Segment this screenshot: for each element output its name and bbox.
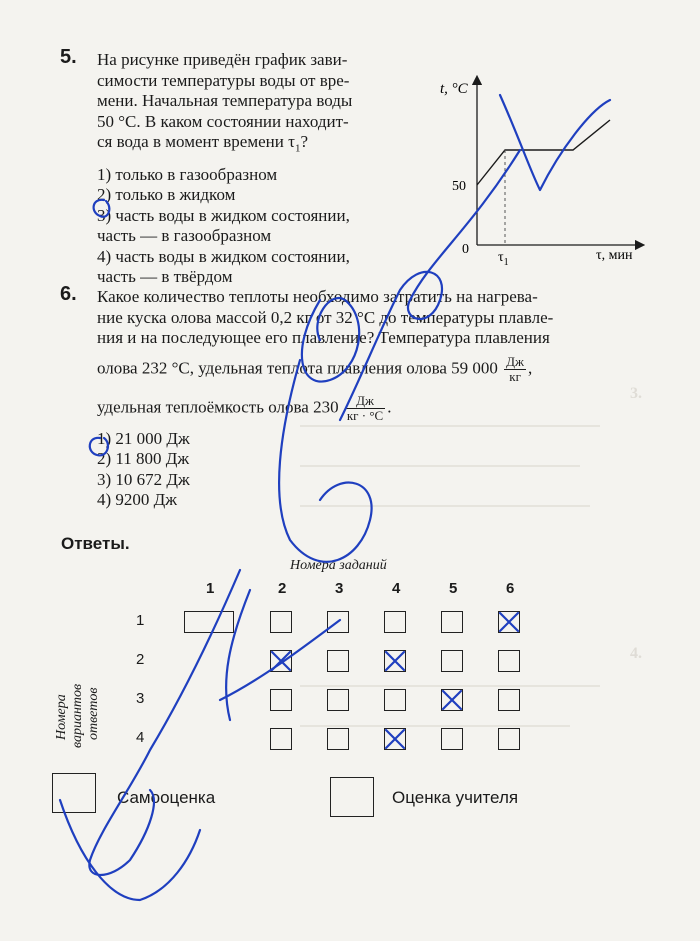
variants-label (40, 640, 120, 750)
q5-option-4[interactable]: 4) часть воды в жидком состоянии, (97, 246, 350, 266)
scribble-bottom (60, 800, 200, 900)
q5-temperature-graph (440, 75, 660, 275)
answer-cell-2-4[interactable] (270, 728, 292, 750)
frac1-den: кг (509, 368, 521, 384)
answer-cell-4-1[interactable] (384, 611, 406, 633)
tau-subscript: 1 (294, 142, 301, 155)
origin-label: 0 (462, 242, 469, 257)
answer-cell-6-1[interactable] (498, 611, 520, 633)
answer-cell-2-1[interactable] (270, 611, 292, 633)
question-mark: ? (300, 132, 308, 151)
q6-line-5 (97, 394, 647, 423)
fraction-j-per-kg-c (345, 394, 385, 423)
column-3: 3 (335, 580, 344, 597)
temperature-curve (477, 120, 610, 185)
q5-option-3-cont: часть — в газообразном (97, 226, 272, 246)
answer-cell-2-3[interactable] (270, 689, 292, 711)
answer-cell-3-1[interactable] (327, 611, 349, 633)
answer-cell-4-4[interactable] (384, 728, 406, 750)
q5-line-5 (97, 132, 407, 159)
q5-number: 5. (60, 46, 77, 68)
teacher-assessment-box[interactable] (330, 777, 374, 817)
fraction-j-per-kg (504, 355, 526, 384)
q6-option-4[interactable]: 4) 9200 Дж (97, 490, 178, 509)
q6-line-5-text: удельная теплоёмкость олова 230 (97, 396, 339, 416)
q6-option-2[interactable]: 2) 11 800 Дж (97, 449, 190, 468)
self-assessment-box[interactable] (52, 773, 96, 813)
frac2-den: кг · °C (346, 407, 384, 423)
y-axis-label: t, °C (440, 81, 468, 97)
q6-line-4-text: олова 232 °C, удельная теплота плавления олова 59 000 (97, 357, 498, 377)
q5-option-2[interactable]: 2) только в жидком (97, 185, 236, 205)
row-4: 4 (136, 729, 145, 746)
x-tick-tau: τ (498, 250, 504, 265)
answer-cell-5-3[interactable] (441, 689, 463, 711)
q6-option-1[interactable]: 1) 21 000 Дж (97, 428, 190, 448)
q6-line-4 (97, 355, 647, 384)
x-tick-sub: 1 (503, 257, 509, 268)
q6-number: 6. (60, 283, 77, 305)
q6-option-3[interactable]: 3) 10 672 Дж (97, 469, 190, 489)
q6-line-3: ния и на последующее его плавление? Температура плавления (97, 328, 550, 347)
row-2: 2 (136, 651, 145, 668)
answer-cell-5-1[interactable] (441, 611, 463, 633)
answer-cell-2-2[interactable] (270, 650, 292, 672)
q5-line-3: мени. Начальная температура воды (97, 91, 353, 110)
q5-line-4: 50 °C. В каком состоянии находит- (97, 111, 349, 131)
column-5: 5 (449, 580, 458, 597)
tasks-header: Номера заданий (290, 558, 387, 573)
answer-cell-4-2[interactable] (384, 650, 406, 672)
answer-cell-3-3[interactable] (327, 689, 349, 711)
answer-cell-6-4[interactable] (498, 728, 520, 750)
q5-option-3[interactable]: 3) часть воды в жидком состоянии, (97, 205, 350, 225)
variants-label-3: ответов (86, 687, 101, 740)
q5-option-1[interactable]: 1) только в газообразном (97, 164, 278, 184)
answers-title: Ответы. (61, 534, 130, 553)
column-6: 6 (506, 580, 515, 597)
row-1: 1 (136, 612, 145, 629)
column-1: 1 (206, 580, 215, 597)
answer-cell-4-3[interactable] (384, 689, 406, 711)
q6-line-5-end: . (387, 396, 392, 416)
q6-text (97, 287, 647, 511)
answer-cell-5-4[interactable] (441, 728, 463, 750)
q6-line-1: Какое количество теплоты необходимо затратить на нагрева- (97, 287, 538, 306)
q5-text (97, 50, 407, 288)
row-3: 3 (136, 690, 145, 707)
self-assessment-label: Самооценка (117, 788, 216, 807)
variants-label-1: Номера (54, 694, 69, 740)
q6-line-2: ние куска олова массой 0,2 кг от 32 °C до температуры плавле- (97, 307, 554, 327)
answer-cell-5-2[interactable] (441, 650, 463, 672)
q5-line-5-text: ся вода в момент времени τ (97, 132, 295, 151)
answer-cell-3-2[interactable] (327, 650, 349, 672)
q5-option-4-cont: часть — в твёрдом (97, 267, 233, 287)
answer-cell-3-4[interactable] (327, 728, 349, 750)
x-tick-tau1 (498, 250, 509, 268)
frac1-num: Дж (506, 353, 525, 369)
y-tick-50: 50 (452, 179, 466, 194)
bleed-through-text: 3. 4. (300, 385, 680, 805)
variants-label-2: вариантов (70, 683, 85, 748)
answer-cell-6-3[interactable] (498, 689, 520, 711)
x-axis-label: τ, мин (596, 248, 633, 263)
answer-cell-6-2[interactable] (498, 650, 520, 672)
q5-line-1: На рисунке приведён график зави- (97, 50, 348, 69)
q6-line-4-end: , (528, 357, 533, 377)
frac2-num: Дж (345, 394, 385, 409)
column-4: 4 (392, 580, 401, 597)
teacher-assessment-label: Оценка учителя (392, 788, 519, 807)
q5-line-2: симости температуры воды от вре- (97, 70, 350, 90)
column-2: 2 (278, 580, 287, 597)
answer-cell-1-1[interactable] (184, 611, 234, 633)
